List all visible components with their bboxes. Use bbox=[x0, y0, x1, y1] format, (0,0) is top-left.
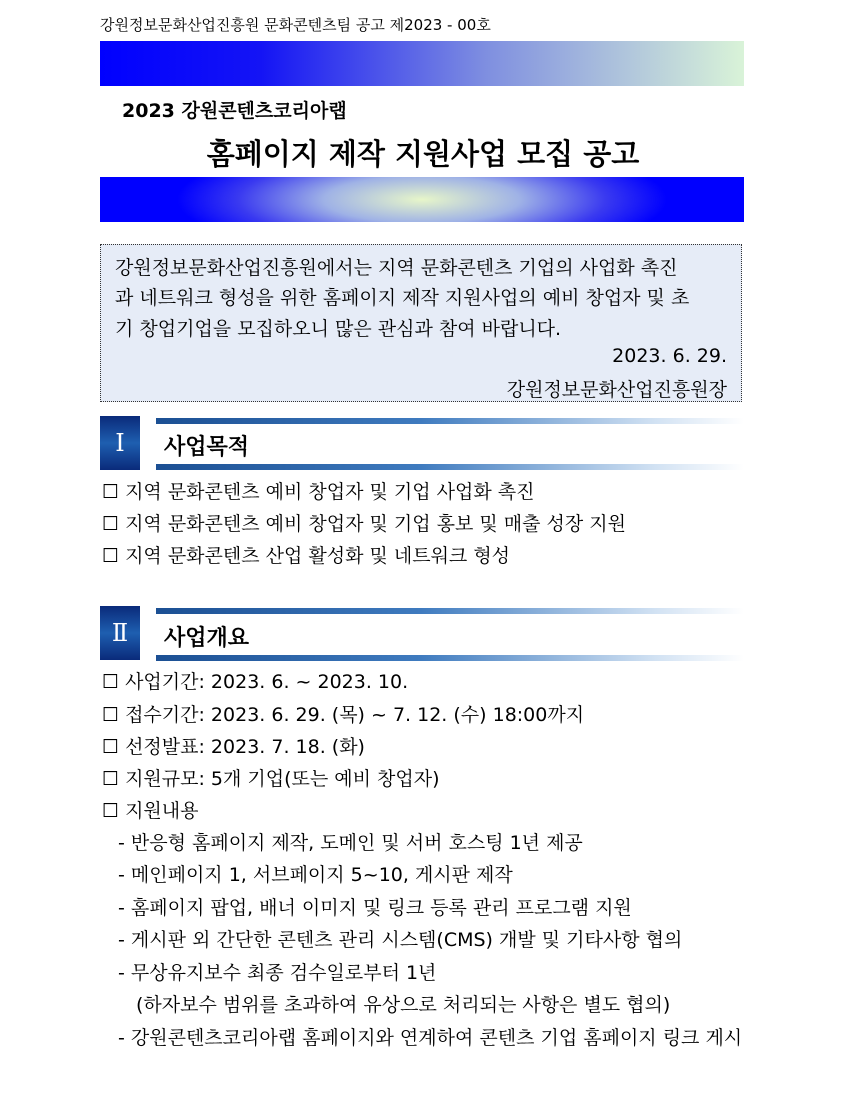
document-title: 홈페이지 제작 지원사업 모집 공고 bbox=[206, 137, 640, 171]
support-detail: - 무상유지보수 최종 검수일로부터 1년 bbox=[118, 962, 437, 984]
support-detail: - 메인페이지 1, 서브페이지 5~10, 게시판 제작 bbox=[118, 864, 513, 886]
section-2-bar-top bbox=[156, 608, 744, 614]
title-gradient-band bbox=[100, 177, 744, 222]
support-detail: - 홈페이지 팝업, 배너 이미지 및 링크 등록 관리 프로그램 지원 bbox=[118, 897, 632, 919]
support-detail: - 강원콘텐츠코리아랩 홈페이지와 연계하여 콘텐츠 기업 홈페이지 링크 게시 bbox=[118, 1027, 743, 1049]
support-detail-note: (하자보수 범위를 초과하여 유상으로 처리되는 사항은 별도 협의) bbox=[136, 994, 671, 1016]
section-1-title: 사업목적 bbox=[164, 435, 250, 460]
support-detail: - 게시판 외 간단한 콘텐츠 관리 시스템(CMS) 개발 및 기타사항 협의 bbox=[118, 929, 683, 951]
section-1-number: Ⅰ bbox=[100, 416, 140, 470]
announcement-number: 강원정보문화산업진흥원 문화콘텐츠팀 공고 제2023 - 00호 bbox=[100, 16, 491, 34]
overview-item-application: ☐ 접수기간: 2023. 6. 29. (목) ~ 7. 12. (수) 18:00까지 bbox=[102, 704, 585, 726]
section-2-bar-bottom bbox=[156, 655, 744, 661]
support-detail: - 반응형 홈페이지 제작, 도메인 및 서버 호스팅 1년 제공 bbox=[118, 832, 583, 854]
document-subtitle: 2023 강원콘텐츠코리아랩 bbox=[122, 100, 347, 122]
purpose-item: ☐ 지역 문화콘텐츠 예비 창업자 및 기업 홍보 및 매출 성장 지원 bbox=[102, 513, 626, 535]
notice-box bbox=[100, 244, 742, 402]
notice-line-2: 과 네트워크 형성을 위한 홈페이지 제작 지원사업의 예비 창업자 및 초 bbox=[115, 287, 690, 309]
purpose-item: ☐ 지역 문화콘텐츠 예비 창업자 및 기업 사업화 촉진 bbox=[102, 481, 535, 503]
section-1-bar-top bbox=[156, 418, 744, 424]
notice-date: 2023. 6. 29. bbox=[612, 345, 727, 367]
overview-item-contents: ☐ 지원내용 bbox=[102, 800, 199, 822]
purpose-item: ☐ 지역 문화콘텐츠 산업 활성화 및 네트워크 형성 bbox=[102, 545, 511, 567]
notice-issuer: 강원정보문화산업진흥원장 bbox=[506, 379, 727, 401]
header-gradient-band bbox=[100, 41, 744, 86]
section-2-number: Ⅱ bbox=[100, 606, 140, 660]
overview-item-scale: ☐ 지원규모: 5개 기업(또는 예비 창업자) bbox=[102, 768, 440, 790]
section-1-bar-bottom bbox=[156, 464, 744, 470]
overview-item-announcement: ☐ 선정발표: 2023. 7. 18. (화) bbox=[102, 736, 365, 758]
overview-item-period: ☐ 사업기간: 2023. 6. ~ 2023. 10. bbox=[102, 671, 409, 693]
notice-line-1: 강원정보문화산업진흥원에서는 지역 문화콘텐츠 기업의 사업화 촉진 bbox=[115, 257, 678, 279]
notice-line-3: 기 창업기업을 모집하오니 많은 관심과 참여 바랍니다. bbox=[115, 318, 562, 340]
section-2-title: 사업개요 bbox=[164, 626, 250, 651]
